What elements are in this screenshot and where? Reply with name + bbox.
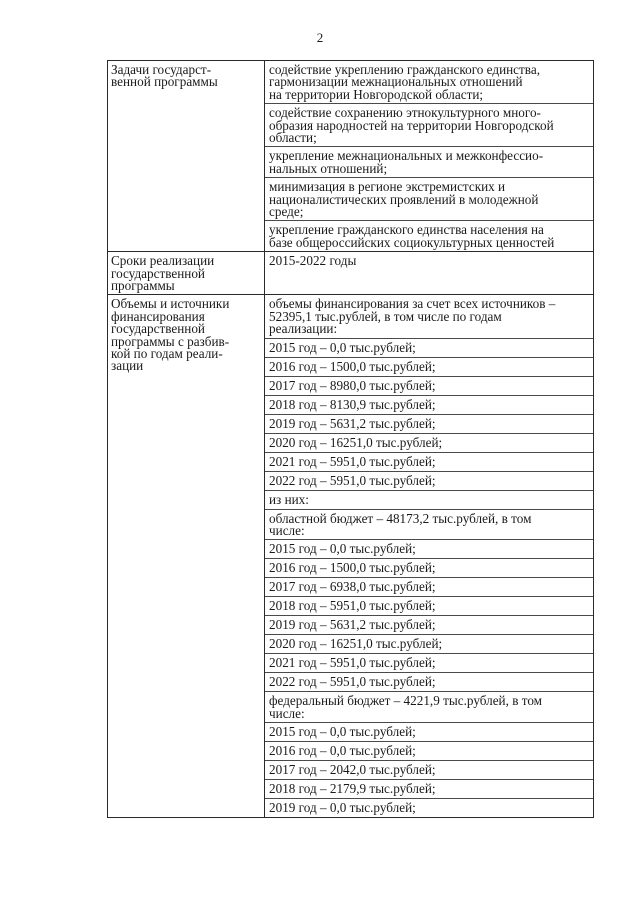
funding-regional-year: 2015 год – 0,0 тыс.рублей;	[265, 539, 593, 558]
funding-regional-year: 2019 год – 5631,2 тыс.рублей;	[265, 615, 593, 634]
funding-federal-year: 2017 год – 2042,0 тыс.рублей;	[265, 760, 593, 779]
funding-regional-year: 2017 год – 6938,0 тыс.рублей;	[265, 577, 593, 596]
funding-federal-year: 2019 год – 0,0 тыс.рублей;	[265, 798, 593, 817]
task-item-text: содействие укреплению гражданского единства, гармонизации межнациональных отношений на территории Новгородской области;	[269, 62, 541, 102]
terms-row	[108, 252, 594, 295]
task-item	[265, 220, 593, 251]
tasks-label	[108, 61, 265, 252]
terms-label	[108, 252, 265, 295]
funding-total-intro-text: объемы финансирования за счет всех источников – 52395,1 тыс.рублей, в том числе по годам реализации:	[269, 296, 556, 337]
funding-federal-intro	[265, 691, 593, 722]
funding-federal-intro-text: федеральный бюджет – 4221,9 тыс.рублей, в том числе:	[269, 693, 543, 721]
funding-total-year: 2016 год – 1500,0 тыс.рублей;	[265, 357, 593, 376]
funding-content	[265, 295, 594, 818]
funding-row	[108, 295, 594, 818]
task-item	[265, 103, 593, 146]
tasks-row	[108, 61, 594, 252]
page-number: 2	[316, 30, 324, 45]
funding-of-them: из них:	[265, 490, 593, 509]
funding-regional-year: 2020 год – 16251,0 тыс.рублей;	[265, 634, 593, 653]
funding-federal-year: 2018 год – 2179,9 тыс.рублей;	[265, 779, 593, 798]
terms-label-text: Сроки реализации государственной программы	[111, 253, 215, 294]
funding-total-intro	[265, 295, 593, 337]
task-item-text: минимизация в регионе экстремистских и националистических проявлений в молодежной среде;	[269, 179, 539, 220]
funding-regional-intro-text: областной бюджет – 48173,2 тыс.рублей, в том числе:	[269, 510, 532, 538]
funding-total-year: 2015 год – 0,0 тыс.рублей;	[265, 338, 593, 357]
funding-label-text: Объемы и источники финансирования государственной программы с разбив- кой по годам реали- зации	[111, 296, 230, 374]
task-item-text: укрепление межнациональных и межконфессио- нальных отношений;	[269, 148, 544, 176]
task-item	[265, 61, 593, 103]
terms-content	[265, 252, 594, 295]
task-item-text: укрепление гражданского единства населения на базе общероссийских социокультурных ценностей	[269, 222, 555, 250]
funding-total-year: 2018 год – 8130,9 тыс.рублей;	[265, 395, 593, 414]
funding-federal-year: 2015 год – 0,0 тыс.рублей;	[265, 722, 593, 741]
tasks-content	[265, 61, 594, 252]
task-item	[265, 146, 593, 177]
funding-federal-year: 2016 год – 0,0 тыс.рублей;	[265, 741, 593, 760]
tasks-label-text: Задачи государст- венной программы	[111, 62, 218, 90]
program-passport-table	[107, 60, 594, 818]
task-item	[265, 177, 593, 220]
funding-total-year: 2022 год – 5951,0 тыс.рублей;	[265, 471, 593, 490]
funding-label	[108, 295, 265, 818]
funding-regional-year: 2022 год – 5951,0 тыс.рублей;	[265, 672, 593, 691]
funding-regional-year: 2016 год – 1500,0 тыс.рублей;	[265, 558, 593, 577]
terms-value: 2015-2022 годы	[269, 253, 357, 269]
funding-regional-intro	[265, 509, 593, 540]
funding-regional-year: 2021 год – 5951,0 тыс.рублей;	[265, 653, 593, 672]
task-item-text: содействие сохранению этнокультурного много- образия народностей на территории Новгородской области;	[269, 105, 554, 146]
funding-total-year: 2020 год – 16251,0 тыс.рублей;	[265, 433, 593, 452]
funding-regional-year: 2018 год – 5951,0 тыс.рублей;	[265, 596, 593, 615]
funding-total-year: 2021 год – 5951,0 тыс.рублей;	[265, 452, 593, 471]
funding-total-year: 2019 год – 5631,2 тыс.рублей;	[265, 414, 593, 433]
funding-total-year: 2017 год – 8980,0 тыс.рублей;	[265, 376, 593, 395]
